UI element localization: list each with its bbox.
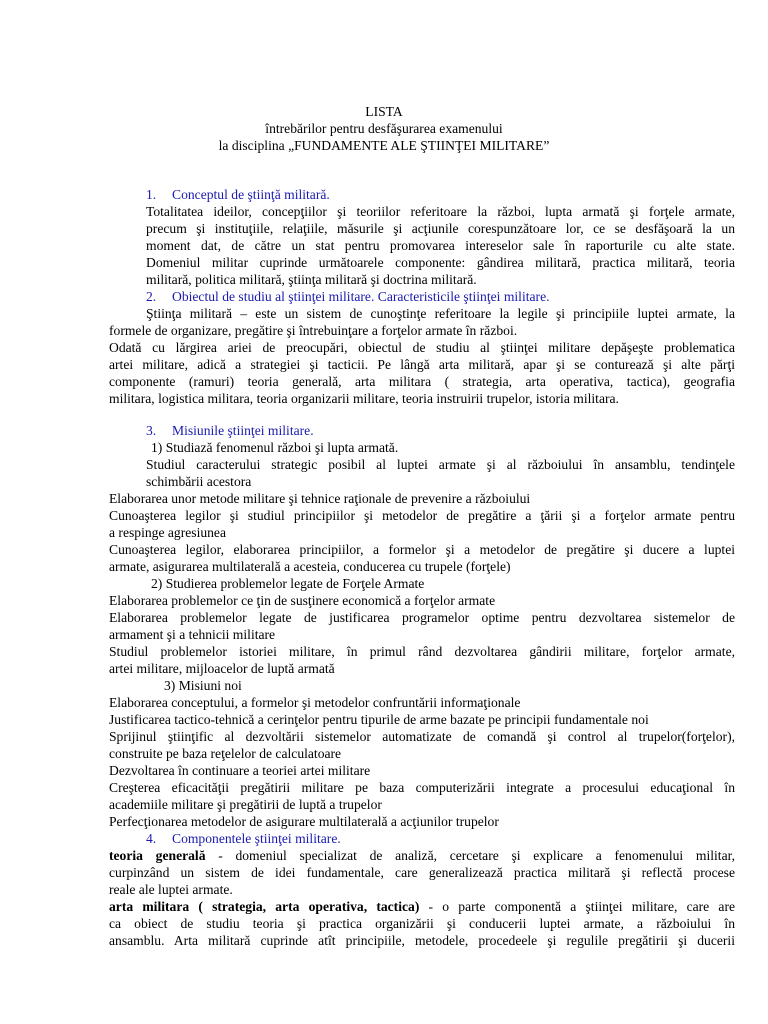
section-1-line: Totalitatea ideilor, concepţiilor şi teoriilor referitoare la război, lupta armată şi forţele armate, xyxy=(146,204,735,219)
section-3-line: Cunoaşterea legilor, elaborarea principiilor, a formelor şi a metodelor de pregătire şi ducere a luptei xyxy=(109,542,735,557)
section-1-line: precum şi instituţiile, relaţiile, măsurile şi acţiunile corespunzătoare lor, ce se desfăşoară la un xyxy=(146,221,735,236)
section-2-line: artei militare, adică a strategiei şi tacticii. Pe lângă arta militară, apar şi se conturează şi alte părţi xyxy=(109,357,735,372)
section-2-line: componente (ramuri) teoria generală, arta militara ( strategia, arta operativa, tactica), geografia xyxy=(109,374,735,389)
section-3-line: Elaborarea conceptului, a formelor şi metodelor confruntării informaţionale xyxy=(109,695,521,710)
section-number: 1. xyxy=(146,187,157,202)
section-2-heading xyxy=(146,288,550,305)
subsection-label: 2) Studierea problemelor legate de Forţele Armate xyxy=(151,576,425,591)
section-3-line: Elaborarea unor metode militare şi tehnice raţionale de prevenire a războiului xyxy=(109,491,531,506)
subsection-label: 3) Misiuni noi xyxy=(164,678,242,693)
term-definition: - o parte componentă a ştiinţei militare, care are xyxy=(419,899,735,914)
section-number: 2. xyxy=(146,289,157,304)
section-3-line: Dezvoltarea în continuare a teoriei artei militare xyxy=(109,763,371,778)
section-3-line: Elaborarea problemelor ce ţin de susţinere economică a forţelor armate xyxy=(109,593,496,608)
section-2-line: militara, logistica militara, teoria organizarii militare, teoria instruirii trupelor, istoria militara. xyxy=(109,391,619,406)
section-3-line: Studiul caracterului strategic posibil al luptei armate şi al războiului în ansamblu, tendinţele xyxy=(146,457,735,472)
term-line: curpinzând un sistem de idei fundamentale, care generalizează practica militară şi reflectă procese xyxy=(109,865,735,880)
section-1-line: Domeniul militar cuprinde următoarele componente: gândirea militară, practica militară, teoria xyxy=(146,255,735,270)
section-1-line: militară, politica militară, ştiinţa militară şi doctrina militară. xyxy=(146,272,477,287)
subsection-label: 1) Studiază fenomenul război şi lupta armată. xyxy=(151,440,399,455)
term-line xyxy=(109,898,735,915)
section-2-line: Odată cu lărgirea ariei de preocupări, obiectul de studiu al ştiinţei militare depăşeşte problematica xyxy=(109,340,735,355)
section-3-line: armate, asigurarea multilaterală a acesteia, conducerea cu trupele (forţele) xyxy=(109,559,511,574)
term-line: ansamblu. Arta militară cuprinde atît principiile, metodele, procedeele şi regulile pregătirii şi ducerii xyxy=(109,933,735,948)
term-line: ca obiect de studiu teoria şi practica organizării şi conducerii luptei armate, a războiului în xyxy=(109,916,735,931)
term-line xyxy=(109,847,735,864)
term-definition: - domeniul specializat de analiză, cercetare şi explicare a fenomenului militar, xyxy=(205,848,735,863)
section-2-line: formele de organizare, pregătire şi întrebuinţare a forţelor armate în război. xyxy=(109,323,518,338)
section-4-heading xyxy=(146,830,341,847)
section-3-line: artei militare, mijloacelor de luptă armată xyxy=(109,661,335,676)
section-title: Obiectul de studiu al ştiinţei militare. Caracteristicile ştiinţei militare. xyxy=(172,289,550,304)
doc-subtitle: întrebărilor pentru desfăşurarea examenului xyxy=(265,121,503,136)
section-number: 3. xyxy=(146,423,157,438)
section-number: 4. xyxy=(146,831,157,846)
section-3-line: Cunoaşterea legilor şi studiul principiilor şi metodelor de pregătire a ţării şi a forţelor armate pentru xyxy=(109,508,735,523)
section-3-line: Elaborarea problemelor legate de justificarea programelor optime pentru dezvoltarea sistemelor de xyxy=(109,610,735,625)
section-3-line: schimbării acestora xyxy=(146,474,252,489)
section-2-line: Ştiinţa militară – este un sistem de cunoştinţe referitoare la legile şi principiile luptei armate, la xyxy=(146,306,735,321)
section-3-line: Creşterea eficacităţii pregătirii militare pe baza computerizării integrate a procesului educaţional în xyxy=(109,780,735,795)
section-3-line: armament şi a tehnicii militare xyxy=(109,627,276,642)
doc-discipline: la disciplina „FUNDAMENTE ALE ŞTIINŢEI MILITARE” xyxy=(218,138,550,153)
term-line: reale ale luptei armate. xyxy=(109,882,233,897)
section-3-line: Perfecţionarea metodelor de asigurare multilaterală a acţiunilor trupelor xyxy=(109,814,499,829)
section-3-heading xyxy=(146,422,314,439)
term-name: arta militara ( strategia, arta operativa, tactica) xyxy=(109,899,420,914)
section-3-line: a respinge agresiunea xyxy=(109,525,227,540)
section-3-line: Justificarea tactico-tehnică a cerinţelor pentru tipurile de arme bazate pe principii fundamentale noi xyxy=(109,712,649,727)
section-title: Misiunile ştiinţei militare. xyxy=(172,423,314,438)
section-3-line: construite pe baza reţelelor de calculatoare xyxy=(109,746,342,761)
section-title: Componentele ştiinţei militare. xyxy=(172,831,341,846)
section-3-line: Sprijinul ştiinţific al dezvoltării sistemelor automatizate de comandă şi control al trupelor(forţelor), xyxy=(109,729,735,744)
doc-title: LISTA xyxy=(365,104,403,119)
section-1-line: moment dat, de către un stat pentru promovarea intereselor sale în raporturile cu alte state. xyxy=(146,238,735,253)
section-1-heading xyxy=(146,186,330,203)
section-3-line: Studiul problemelor istoriei militare, în primul rând dezvoltarea gândirii militare, forţelor armate, xyxy=(109,644,735,659)
section-3-line: academiile militare şi pregătirii de luptă a trupelor xyxy=(109,797,382,812)
term-name: teoria generală xyxy=(109,848,206,863)
section-title: Conceptul de ştiinţă militară. xyxy=(172,187,330,202)
